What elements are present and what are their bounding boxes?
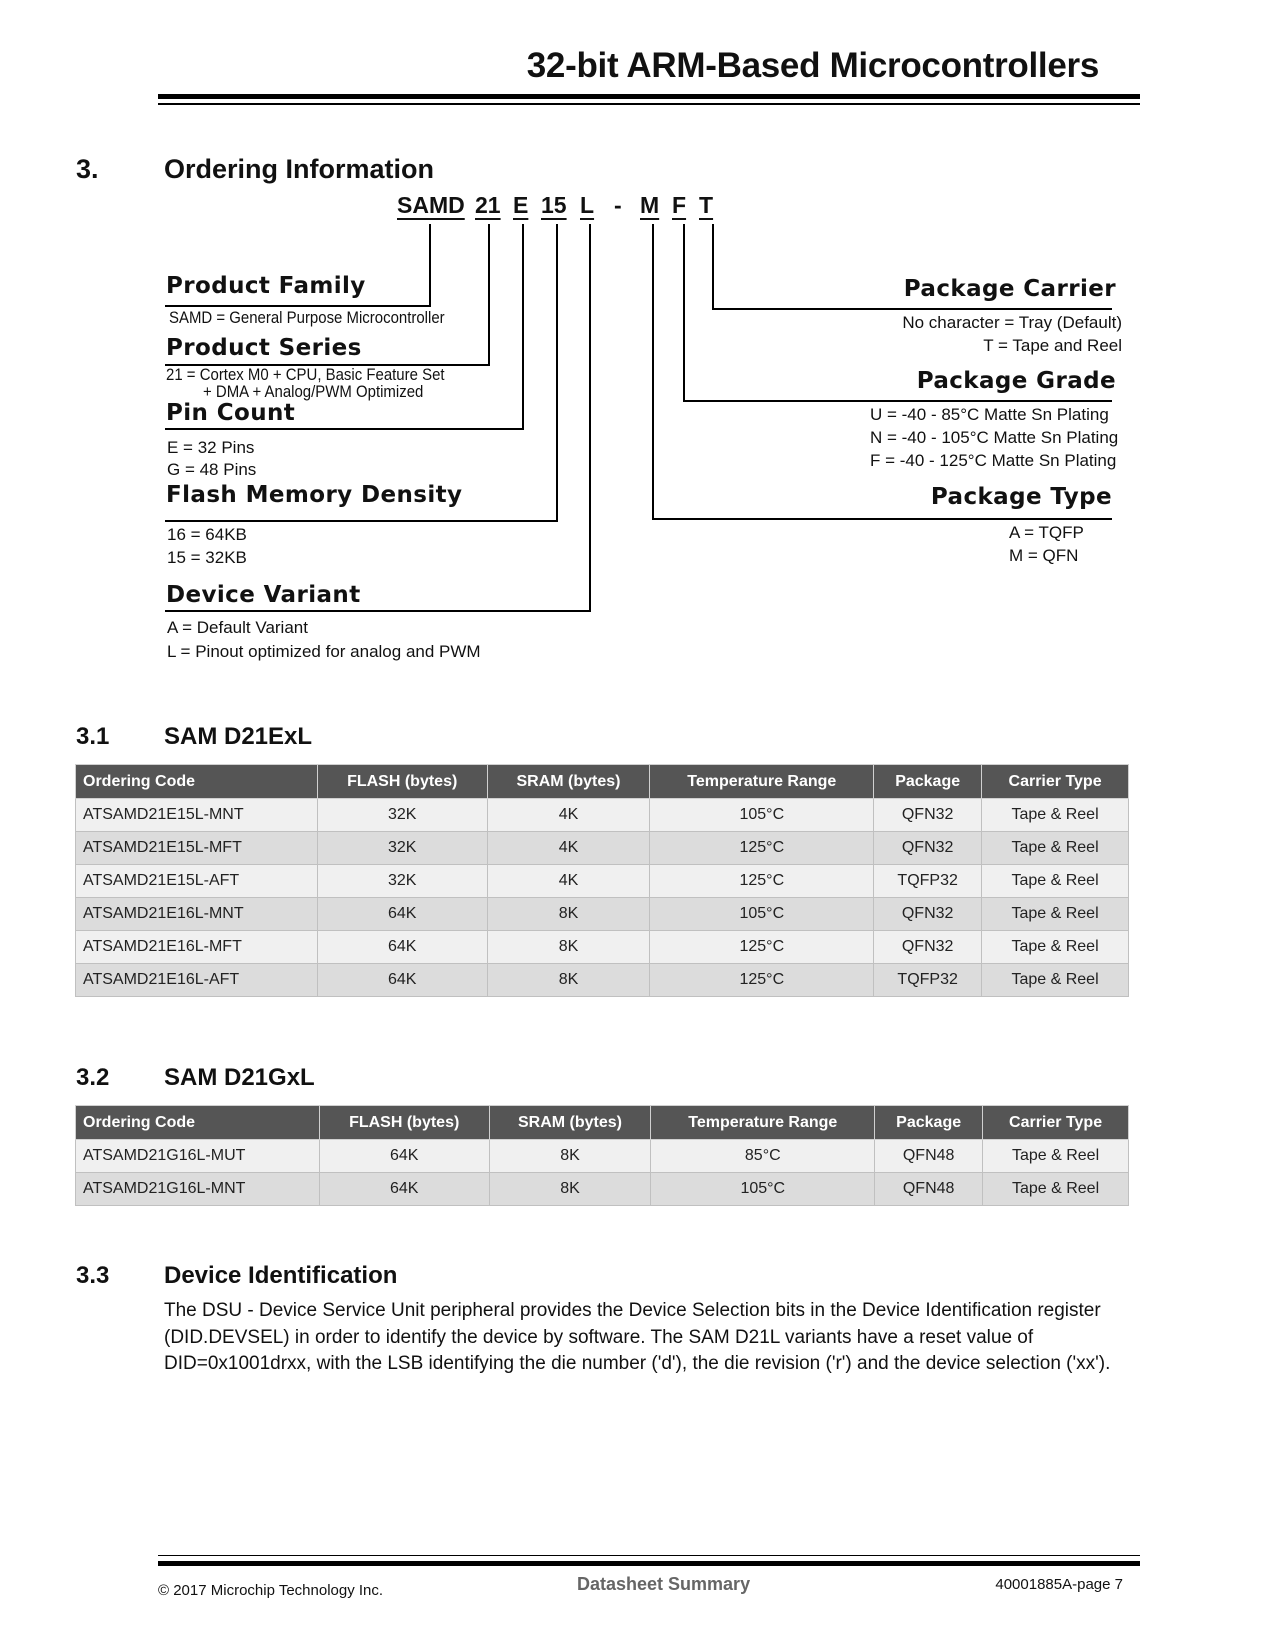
connector-pin-h [165, 428, 524, 430]
table-row [76, 898, 1129, 931]
desc-product-series-1: 21 = Cortex M0 + CPU, Basic Feature Set [166, 365, 445, 384]
cell-sram: 8K [487, 898, 650, 931]
subsection-number-3-3: 3.3 [76, 1262, 110, 1289]
section-title: Ordering Information [164, 154, 434, 184]
cell-flash: 64K [317, 898, 487, 931]
header-rule-thick [158, 94, 1140, 99]
label-package-type: Package Type [930, 484, 1112, 510]
desc-package-grade-1: U = -40 - 85°C Matte Sn Plating [870, 405, 1109, 424]
table-row [76, 1140, 1129, 1173]
connector-carrier-v [712, 224, 714, 310]
table-row [76, 865, 1129, 898]
subsection-title-3-2: SAM D21GxL [164, 1064, 315, 1091]
code-part-flash: 15 [541, 192, 567, 218]
cell-sram: 4K [487, 865, 650, 898]
col-header-temperature: Temperature Range [651, 1106, 875, 1140]
desc-device-variant-1: A = Default Variant [167, 618, 308, 637]
desc-device-variant-2: L = Pinout optimized for analog and PWM [167, 642, 481, 661]
connector-carrier-h [712, 308, 1112, 310]
page-header-title: 32-bit ARM-Based Microcontrollers [526, 46, 1099, 85]
cell-carrier: Tape & Reel [983, 1173, 1129, 1206]
table-row [76, 964, 1129, 997]
desc-package-carrier-2: T = Tape and Reel [983, 336, 1122, 355]
desc-flash-density-1: 16 = 64KB [167, 525, 247, 544]
cell-carrier: Tape & Reel [982, 799, 1129, 832]
desc-flash-density-2: 15 = 32KB [167, 548, 247, 567]
col-header-carrier: Carrier Type [983, 1106, 1129, 1140]
cell-ordering-code: ATSAMD21E16L-AFT [76, 964, 318, 997]
cell-package: QFN32 [874, 799, 982, 832]
subsection-title-3-3: Device Identification [164, 1262, 398, 1289]
table-header-row [76, 1106, 1129, 1140]
desc-package-carrier-1: No character = Tray (Default) [902, 313, 1122, 332]
col-header-temperature: Temperature Range [650, 765, 874, 799]
connector-variant-v [589, 224, 591, 612]
cell-sram: 8K [489, 1173, 651, 1206]
label-package-grade: Package Grade [916, 368, 1116, 394]
label-flash-density: Flash Memory Density [166, 482, 463, 508]
label-product-family: Product Family [166, 273, 366, 299]
code-part-dash: - [614, 192, 622, 218]
table-row [76, 1173, 1129, 1206]
col-header-package: Package [874, 765, 982, 799]
col-header-ordering-code: Ordering Code [76, 765, 318, 799]
cell-temperature: 105°C [651, 1173, 875, 1206]
col-header-sram: SRAM (bytes) [489, 1106, 651, 1140]
label-product-series: Product Series [166, 335, 362, 361]
footer-doc-type: Datasheet Summary [577, 1574, 751, 1594]
cell-ordering-code: ATSAMD21G16L-MUT [76, 1140, 320, 1173]
footer-copyright: © 2017 Microchip Technology Inc. [158, 1582, 384, 1599]
cell-package: TQFP32 [874, 865, 982, 898]
cell-flash: 64K [317, 964, 487, 997]
ordering-table-d21gxl [75, 1105, 1129, 1206]
footer-rule-thick [158, 1561, 1140, 1566]
cell-sram: 4K [487, 832, 650, 865]
col-header-package: Package [875, 1106, 983, 1140]
subsection-number-3-1: 3.1 [76, 723, 110, 750]
desc-product-series-2: + DMA + Analog/PWM Optimized [203, 382, 424, 401]
code-part-variant: L [580, 192, 595, 218]
cell-ordering-code: ATSAMD21E16L-MFT [76, 931, 318, 964]
cell-carrier: Tape & Reel [982, 898, 1129, 931]
cell-ordering-code: ATSAMD21E15L-MNT [76, 799, 318, 832]
desc-pin-count-2: G = 48 Pins [167, 460, 257, 479]
cell-temperature: 125°C [650, 865, 874, 898]
code-part-package-type: M [640, 192, 660, 218]
cell-temperature: 125°C [650, 964, 874, 997]
cell-temperature: 125°C [650, 832, 874, 865]
cell-temperature: 105°C [650, 799, 874, 832]
cell-flash: 64K [317, 931, 487, 964]
label-pin-count: Pin Count [166, 400, 296, 426]
device-identification-paragraph: The DSU - Device Service Unit peripheral provides the Device Selection bits in the Device Identification register (DID.DEVSEL) in order to identify the device by software. The SAM D21L variants have a reset value of DID=0x1001drxx, with the LSB identifying the die number ('d'), the die revision ('r') and the device selection ('xx'). [164, 1300, 1111, 1374]
cell-carrier: Tape & Reel [982, 865, 1129, 898]
code-part-package-grade: F [672, 192, 687, 218]
cell-temperature: 125°C [650, 931, 874, 964]
label-package-carrier: Package Carrier [903, 276, 1116, 302]
connector-grade-h [683, 400, 1112, 402]
table-header-row [76, 765, 1129, 799]
col-header-sram: SRAM (bytes) [487, 765, 650, 799]
cell-sram: 8K [489, 1140, 651, 1173]
connector-flash-h [165, 520, 558, 522]
desc-package-grade-3: F = -40 - 125°C Matte Sn Plating [870, 451, 1117, 470]
cell-package: QFN32 [874, 898, 982, 931]
cell-flash: 64K [319, 1140, 489, 1173]
cell-ordering-code: ATSAMD21G16L-MNT [76, 1173, 320, 1206]
cell-temperature: 105°C [650, 898, 874, 931]
cell-package: QFN32 [874, 832, 982, 865]
desc-package-type-1: A = TQFP [1009, 523, 1084, 542]
connector-type-h [652, 518, 1112, 520]
header-rule-thin [158, 103, 1140, 105]
connector-flash-v [556, 224, 558, 522]
connector-variant-h [165, 610, 591, 612]
desc-pin-count-1: E = 32 Pins [167, 438, 255, 457]
connector-series-v [488, 224, 490, 366]
desc-package-type-2: M = QFN [1009, 546, 1079, 565]
col-header-carrier: Carrier Type [982, 765, 1129, 799]
table-row [76, 832, 1129, 865]
cell-temperature: 85°C [651, 1140, 875, 1173]
cell-sram: 8K [487, 931, 650, 964]
cell-package: QFN32 [874, 931, 982, 964]
subsection-title-3-1: SAM D21ExL [164, 723, 313, 750]
subsection-number-3-2: 3.2 [76, 1064, 110, 1091]
code-part-series: 21 [475, 192, 501, 218]
table-row [76, 799, 1129, 832]
connector-type-v [652, 224, 654, 520]
code-part-package-carrier: T [699, 192, 714, 218]
col-header-flash: FLASH (bytes) [319, 1106, 489, 1140]
cell-sram: 4K [487, 799, 650, 832]
cell-ordering-code: ATSAMD21E16L-MNT [76, 898, 318, 931]
cell-carrier: Tape & Reel [982, 931, 1129, 964]
desc-product-family: SAMD = General Purpose Microcontroller [169, 308, 445, 327]
code-part-family: SAMD [397, 192, 465, 218]
cell-ordering-code: ATSAMD21E15L-AFT [76, 865, 318, 898]
desc-package-grade-2: N = -40 - 105°C Matte Sn Plating [870, 428, 1119, 447]
cell-package: QFN48 [875, 1173, 983, 1206]
cell-carrier: Tape & Reel [982, 964, 1129, 997]
cell-flash: 32K [317, 832, 487, 865]
cell-ordering-code: ATSAMD21E15L-MFT [76, 832, 318, 865]
col-header-ordering-code: Ordering Code [76, 1106, 320, 1140]
table-row [76, 931, 1129, 964]
cell-sram: 8K [487, 964, 650, 997]
cell-package: QFN48 [875, 1140, 983, 1173]
footer-rule-thin [158, 1555, 1140, 1556]
section-number: 3. [76, 154, 99, 184]
footer-page-number: 40001885A-page 7 [995, 1576, 1123, 1593]
cell-carrier: Tape & Reel [982, 832, 1129, 865]
cell-flash: 64K [319, 1173, 489, 1206]
cell-flash: 32K [317, 799, 487, 832]
col-header-flash: FLASH (bytes) [317, 765, 487, 799]
label-device-variant: Device Variant [166, 582, 361, 608]
code-part-pin-count: E [513, 192, 529, 218]
connector-family-v [429, 224, 431, 307]
cell-flash: 32K [317, 865, 487, 898]
cell-carrier: Tape & Reel [983, 1140, 1129, 1173]
connector-pin-v [522, 224, 524, 430]
cell-package: TQFP32 [874, 964, 982, 997]
connector-grade-v [683, 224, 685, 402]
ordering-table-d21exl [75, 764, 1129, 997]
